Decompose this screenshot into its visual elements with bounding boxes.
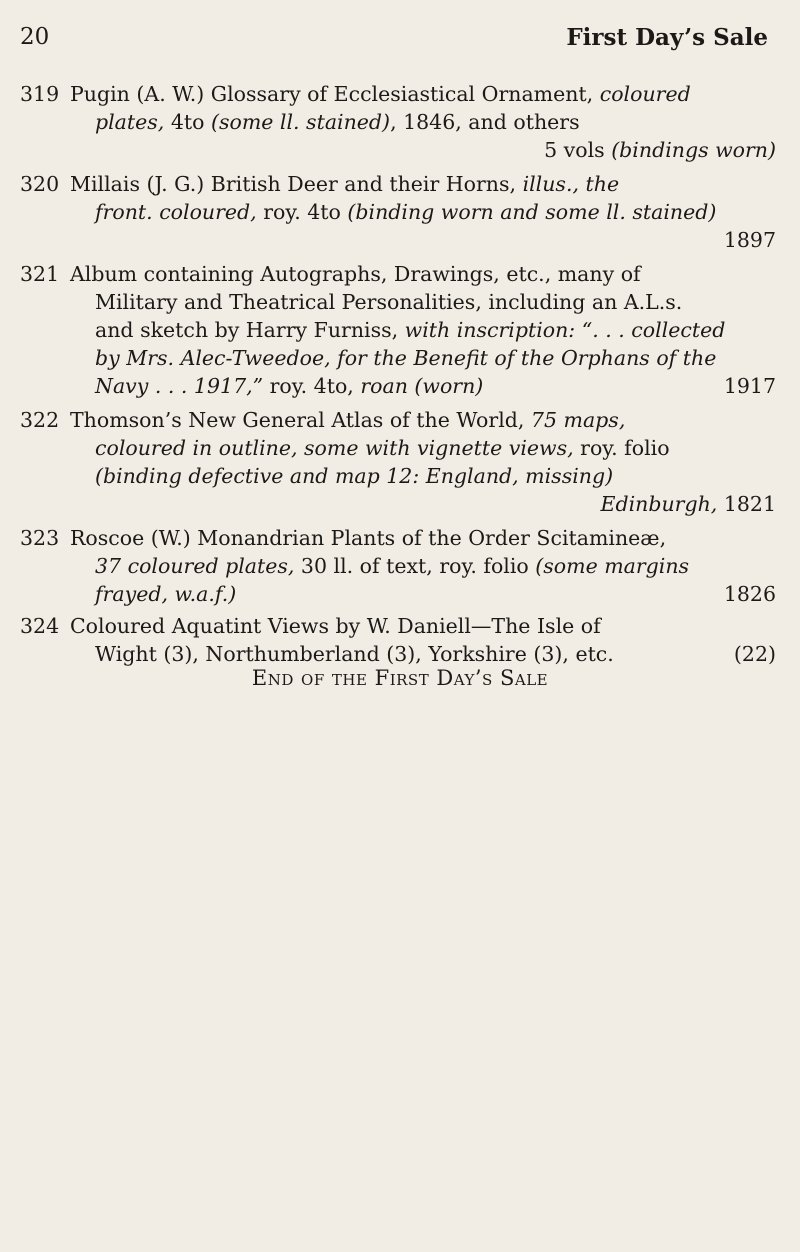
lot-text: Pugin (A. W.) Glossary of Ecclesiastical Ornament, <box>70 82 600 106</box>
lot-description <box>70 80 776 164</box>
lot-text-italic: (binding worn and some ll. stained) <box>347 200 717 224</box>
lot-description <box>70 612 776 668</box>
lot-year: 1826 <box>723 582 776 606</box>
lot-text: Military and Theatrical Personalities, including an A.L.s. <box>95 290 683 314</box>
lot-year: 1821 <box>717 492 776 516</box>
lot-description <box>70 260 776 400</box>
lot-text-italic: coloured in outline, some with vignette views, <box>95 436 574 460</box>
lot-text-italic: Navy . . . 1917,” <box>95 374 264 398</box>
lot-text: Album containing Autographs, Drawings, etc., many of <box>70 262 641 286</box>
lot-319 <box>20 80 776 164</box>
lot-323 <box>20 524 776 608</box>
lot-text-italic: front. coloured, <box>95 200 257 224</box>
lot-text: and sketch by Harry Furniss, <box>95 318 405 342</box>
lot-number: 323 <box>20 526 60 550</box>
lot-number: 322 <box>20 408 60 432</box>
end-of-sale-heading: End of the First Day’s Sale <box>251 666 549 690</box>
running-head: First Day’s Sale <box>566 24 768 51</box>
lot-text: Millais (J. G.) British Deer and their Horns, <box>70 172 523 196</box>
lot-text-italic: (bindings worn) <box>611 138 776 162</box>
lot-text-italic: illus., the <box>522 172 620 196</box>
lot-text: Roscoe (W.) Monandrian Plants of the Order Scitamineæ, <box>70 526 667 550</box>
lot-number: 324 <box>20 614 60 638</box>
lot-year: 1897 <box>723 228 776 252</box>
page-number: 20 <box>20 24 50 50</box>
lot-description <box>70 170 776 254</box>
lot-description <box>70 406 776 518</box>
lot-text: Coloured Aquatint Views by W. Daniell—The Isle of <box>70 614 601 638</box>
lot-text-italic: (some ll. stained) <box>210 110 391 134</box>
lot-324 <box>20 612 776 668</box>
lot-text-italic: frayed, w.a.f.) <box>95 582 237 606</box>
lot-description <box>70 524 776 608</box>
lot-text: 5 vols <box>544 138 612 162</box>
lot-text: , 1846, and others <box>390 110 580 134</box>
lot-322 <box>20 406 776 518</box>
lot-number: 319 <box>20 82 60 106</box>
lot-text: 4to <box>164 110 211 134</box>
lot-text-italic: coloured <box>599 82 691 106</box>
lot-321 <box>20 260 776 400</box>
lot-year: 1917 <box>723 374 776 398</box>
lot-text-italic: roan (worn) <box>360 374 484 398</box>
lot-text: Thomson’s New General Atlas of the World, <box>70 408 531 432</box>
lot-320 <box>20 170 776 254</box>
lot-text-italic: plates, <box>95 110 165 134</box>
lot-text: 30 ll. of text, roy. folio <box>294 554 536 578</box>
lot-text: roy. folio <box>573 436 670 460</box>
lot-text: roy. 4to <box>256 200 348 224</box>
lot-text-italic: by Mrs. Alec-Tweedoe, for the Benefit of the Orphans of the <box>95 346 717 370</box>
lot-place: Edinburgh, <box>600 492 718 516</box>
lot-text-italic: 75 maps, <box>530 408 626 432</box>
lot-quantity: (22) <box>733 642 776 666</box>
lot-text: roy. 4to, <box>263 374 361 398</box>
lot-text-italic: with inscription: “. . . collected <box>404 318 726 342</box>
lot-text-italic: 37 coloured plates, <box>95 554 295 578</box>
lot-text: Wight (3), Northumberland (3), Yorkshire (3), etc. <box>95 642 614 666</box>
lot-number: 320 <box>20 172 60 196</box>
lot-text-italic: (binding defective and map 12: England, missing) <box>95 464 614 488</box>
lot-text-italic: (some margins <box>535 554 690 578</box>
lot-number: 321 <box>20 262 60 286</box>
